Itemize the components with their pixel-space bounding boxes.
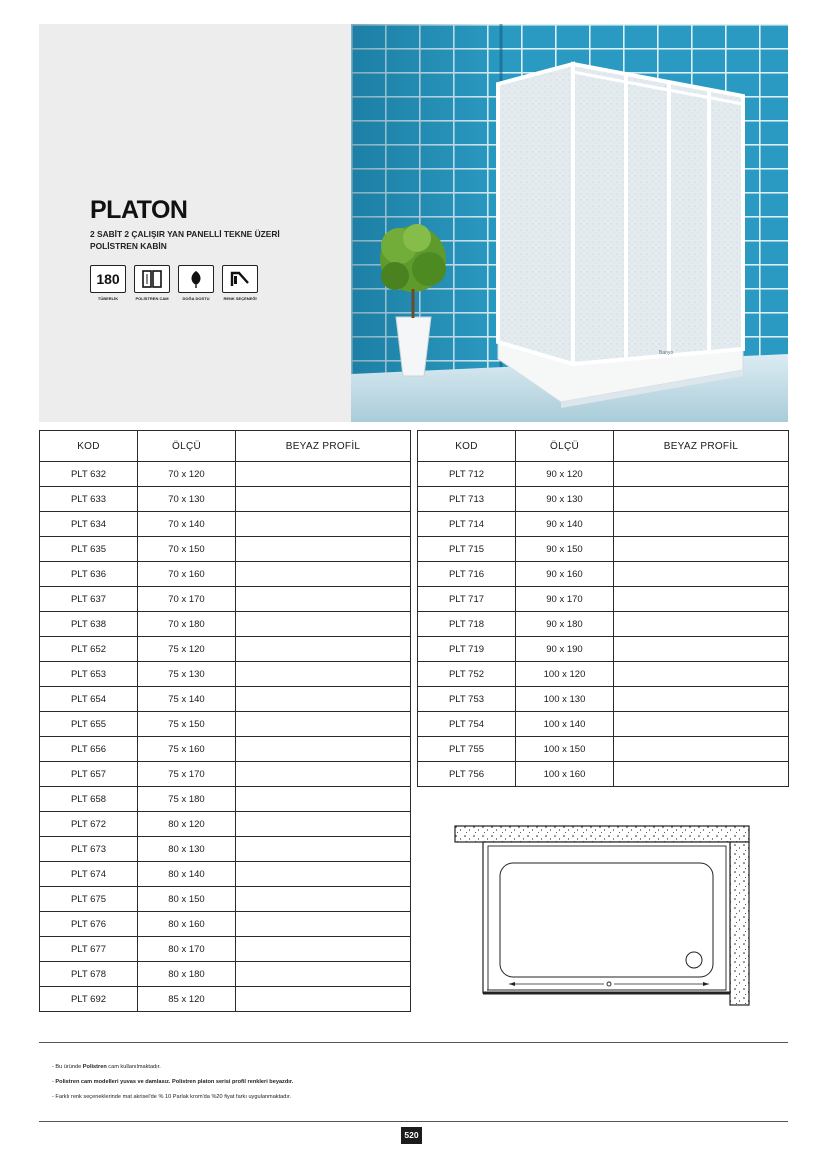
- cell-olcu: 75 x 120: [138, 637, 236, 662]
- table-row: [40, 737, 411, 762]
- table-row: [418, 737, 789, 762]
- cell-beyaz-profil: [614, 537, 789, 562]
- column-header-kod: KOD: [40, 431, 138, 462]
- feature-label: POLİSTREN CAM: [135, 296, 169, 301]
- cell-olcu: 80 x 160: [138, 912, 236, 937]
- table-row: [40, 987, 411, 1012]
- brand-label: Banyo: [659, 350, 674, 356]
- cell-olcu: 75 x 160: [138, 737, 236, 762]
- table-row: [418, 762, 789, 787]
- table-row: [40, 762, 411, 787]
- cell-kod: PLT 635: [40, 537, 138, 562]
- cell-kod: PLT 756: [418, 762, 516, 787]
- feature-glass: [133, 265, 171, 301]
- cell-olcu: 75 x 140: [138, 687, 236, 712]
- cell-beyaz-profil: [614, 737, 789, 762]
- cell-beyaz-profil: [236, 462, 411, 487]
- cell-kod: PLT 655: [40, 712, 138, 737]
- column-header-kod: KOD: [418, 431, 516, 462]
- cell-kod: PLT 715: [418, 537, 516, 562]
- cell-beyaz-profil: [236, 637, 411, 662]
- cell-kod: PLT 674: [40, 862, 138, 887]
- cell-kod: PLT 717: [418, 587, 516, 612]
- product-subtitle-line1: 2 SABİT 2 ÇALIŞIR YAN PANELLİ TEKNE ÜZERİ: [90, 229, 280, 239]
- cell-kod: PLT 677: [40, 937, 138, 962]
- feature-label: DOĞA DOSTU: [182, 296, 210, 301]
- cell-olcu: 75 x 150: [138, 712, 236, 737]
- table-header-row: [418, 431, 789, 462]
- cell-beyaz-profil: [236, 762, 411, 787]
- cell-olcu: 80 x 130: [138, 837, 236, 862]
- cell-beyaz-profil: [236, 987, 411, 1012]
- cell-beyaz-profil: [614, 687, 789, 712]
- cell-olcu: 100 x 130: [516, 687, 614, 712]
- table-row: [40, 787, 411, 812]
- note-line: - Bu üründe Polistren cam kullanılmaktadır.: [52, 1064, 161, 1070]
- cell-kod: PLT 714: [418, 512, 516, 537]
- table-row: [40, 912, 411, 937]
- cell-kod: PLT 676: [40, 912, 138, 937]
- table-row: [40, 837, 411, 862]
- table-row: [418, 562, 789, 587]
- cell-olcu: 90 x 190: [516, 637, 614, 662]
- table-row: [40, 487, 411, 512]
- cell-beyaz-profil: [614, 587, 789, 612]
- cell-kod: PLT 653: [40, 662, 138, 687]
- cell-olcu: 75 x 170: [138, 762, 236, 787]
- spec-table-right: [417, 430, 789, 787]
- table-row: [40, 812, 411, 837]
- cell-olcu: 90 x 170: [516, 587, 614, 612]
- cell-beyaz-profil: [614, 637, 789, 662]
- cell-olcu: 80 x 150: [138, 887, 236, 912]
- product-subtitle-line2: POLİSTREN KABİN: [90, 241, 167, 251]
- table-row: [418, 687, 789, 712]
- table-row: [418, 587, 789, 612]
- cell-beyaz-profil: [236, 612, 411, 637]
- footer-notes: [52, 1060, 293, 1105]
- column-header-beyaz-profil: BEYAZ PROFİL: [236, 431, 411, 462]
- cell-kod: PLT 654: [40, 687, 138, 712]
- cell-kod: PLT 692: [40, 987, 138, 1012]
- cell-olcu: 90 x 130: [516, 487, 614, 512]
- cell-kod: PLT 634: [40, 512, 138, 537]
- table-row: [40, 662, 411, 687]
- cell-beyaz-profil: [614, 512, 789, 537]
- cell-olcu: 80 x 180: [138, 962, 236, 987]
- cell-kod: PLT 713: [418, 487, 516, 512]
- feature-icons: [89, 265, 259, 301]
- shower-cabin-photo: [351, 24, 788, 422]
- cell-kod: PLT 754: [418, 712, 516, 737]
- cell-olcu: 75 x 180: [138, 787, 236, 812]
- cell-kod: PLT 636: [40, 562, 138, 587]
- feature-180: [89, 265, 127, 301]
- sliding-door-icon: [134, 265, 170, 293]
- cell-kod: PLT 753: [418, 687, 516, 712]
- cell-beyaz-profil: [236, 912, 411, 937]
- feature-180-text: 180: [96, 271, 120, 287]
- note-line: - Polistren cam modelleri yuvas ve damlasız. Polistren platon serisi profil renkleri beyazdır.: [52, 1079, 294, 1085]
- cell-olcu: 70 x 140: [138, 512, 236, 537]
- table-row: [40, 537, 411, 562]
- spec-table-left: [39, 430, 411, 1012]
- rail-icon: [222, 265, 258, 293]
- feature-label: TÜBERLİK: [97, 296, 119, 301]
- table-row: [40, 612, 411, 637]
- eco-leaf-icon: [178, 265, 214, 293]
- cell-kod: PLT 637: [40, 587, 138, 612]
- cell-olcu: 100 x 140: [516, 712, 614, 737]
- cell-olcu: 90 x 140: [516, 512, 614, 537]
- cell-olcu: 70 x 160: [138, 562, 236, 587]
- cell-kod: PLT 716: [418, 562, 516, 587]
- cell-olcu: 70 x 150: [138, 537, 236, 562]
- cell-kod: PLT 632: [40, 462, 138, 487]
- cell-kod: PLT 719: [418, 637, 516, 662]
- cell-beyaz-profil: [614, 762, 789, 787]
- cell-kod: PLT 718: [418, 612, 516, 637]
- 180-degree-icon: [90, 265, 126, 293]
- table-row: [40, 637, 411, 662]
- cell-beyaz-profil: [236, 687, 411, 712]
- table-row: [418, 612, 789, 637]
- cell-beyaz-profil: [614, 612, 789, 637]
- cell-kod: PLT 658: [40, 787, 138, 812]
- cell-kod: PLT 672: [40, 812, 138, 837]
- table-row: [40, 887, 411, 912]
- cell-beyaz-profil: [236, 887, 411, 912]
- cell-beyaz-profil: [236, 662, 411, 687]
- floor-plan-drawing: [454, 825, 754, 1007]
- product-subtitle: [90, 228, 330, 252]
- cell-beyaz-profil: [236, 787, 411, 812]
- cell-beyaz-profil: [614, 487, 789, 512]
- feature-label: RENK SEÇENEĞİ: [223, 296, 257, 301]
- product-photo: [351, 24, 788, 422]
- product-title: PLATON: [90, 196, 188, 224]
- cell-olcu: 80 x 120: [138, 812, 236, 837]
- cell-olcu: 70 x 120: [138, 462, 236, 487]
- divider-top: [39, 1042, 788, 1043]
- cell-kod: PLT 633: [40, 487, 138, 512]
- cell-beyaz-profil: [236, 962, 411, 987]
- cell-olcu: 100 x 160: [516, 762, 614, 787]
- cell-beyaz-profil: [236, 837, 411, 862]
- table-row: [40, 712, 411, 737]
- cell-olcu: 80 x 170: [138, 937, 236, 962]
- cell-beyaz-profil: [236, 562, 411, 587]
- table-row: [418, 512, 789, 537]
- cell-kod: PLT 678: [40, 962, 138, 987]
- table-row: [40, 937, 411, 962]
- cell-beyaz-profil: [614, 712, 789, 737]
- table-row: [418, 487, 789, 512]
- cell-kod: PLT 712: [418, 462, 516, 487]
- cell-olcu: 100 x 120: [516, 662, 614, 687]
- cell-beyaz-profil: [236, 862, 411, 887]
- column-header-olcu: ÖLÇÜ: [516, 431, 614, 462]
- table-row: [40, 862, 411, 887]
- table-row: [40, 512, 411, 537]
- cell-beyaz-profil: [614, 462, 789, 487]
- cell-kod: PLT 673: [40, 837, 138, 862]
- cell-olcu: 90 x 150: [516, 537, 614, 562]
- cell-kod: PLT 638: [40, 612, 138, 637]
- cell-beyaz-profil: [236, 537, 411, 562]
- cell-beyaz-profil: [614, 662, 789, 687]
- table-row: [418, 662, 789, 687]
- cell-olcu: 90 x 120: [516, 462, 614, 487]
- table-row: [40, 587, 411, 612]
- cell-kod: PLT 752: [418, 662, 516, 687]
- cell-beyaz-profil: [236, 512, 411, 537]
- cell-beyaz-profil: [614, 562, 789, 587]
- table-row: [418, 712, 789, 737]
- cell-beyaz-profil: [236, 487, 411, 512]
- cell-kod: PLT 656: [40, 737, 138, 762]
- note-line: - Farklı renk seçeneklerinde mat akrisel'de % 10 Parlak krom'da %20 fiyat farkı uygulanmaktadır.: [52, 1094, 292, 1100]
- cell-beyaz-profil: [236, 937, 411, 962]
- cell-olcu: 75 x 130: [138, 662, 236, 687]
- cell-olcu: 70 x 170: [138, 587, 236, 612]
- column-header-olcu: ÖLÇÜ: [138, 431, 236, 462]
- cell-beyaz-profil: [236, 812, 411, 837]
- table-row: [418, 637, 789, 662]
- table-row: [40, 962, 411, 987]
- cell-olcu: 70 x 130: [138, 487, 236, 512]
- cell-kod: PLT 652: [40, 637, 138, 662]
- page-number: 520: [401, 1127, 422, 1144]
- cell-olcu: 85 x 120: [138, 987, 236, 1012]
- table-row: [418, 462, 789, 487]
- divider-bottom: [39, 1121, 788, 1122]
- feature-rail: [221, 265, 259, 301]
- cell-beyaz-profil: [236, 587, 411, 612]
- cell-olcu: 100 x 150: [516, 737, 614, 762]
- cell-olcu: 90 x 160: [516, 562, 614, 587]
- table-header-row: [40, 431, 411, 462]
- table-row: [40, 687, 411, 712]
- cell-kod: PLT 755: [418, 737, 516, 762]
- cell-kod: PLT 675: [40, 887, 138, 912]
- table-row: [40, 462, 411, 487]
- cell-olcu: 70 x 180: [138, 612, 236, 637]
- table-row: [418, 537, 789, 562]
- floor-plan-diagram: [454, 825, 754, 1007]
- table-row: [40, 562, 411, 587]
- cell-beyaz-profil: [236, 712, 411, 737]
- cell-olcu: 80 x 140: [138, 862, 236, 887]
- cell-kod: PLT 657: [40, 762, 138, 787]
- feature-eco: [177, 265, 215, 301]
- cell-olcu: 90 x 180: [516, 612, 614, 637]
- column-header-beyaz-profil: BEYAZ PROFİL: [614, 431, 789, 462]
- cell-beyaz-profil: [236, 737, 411, 762]
